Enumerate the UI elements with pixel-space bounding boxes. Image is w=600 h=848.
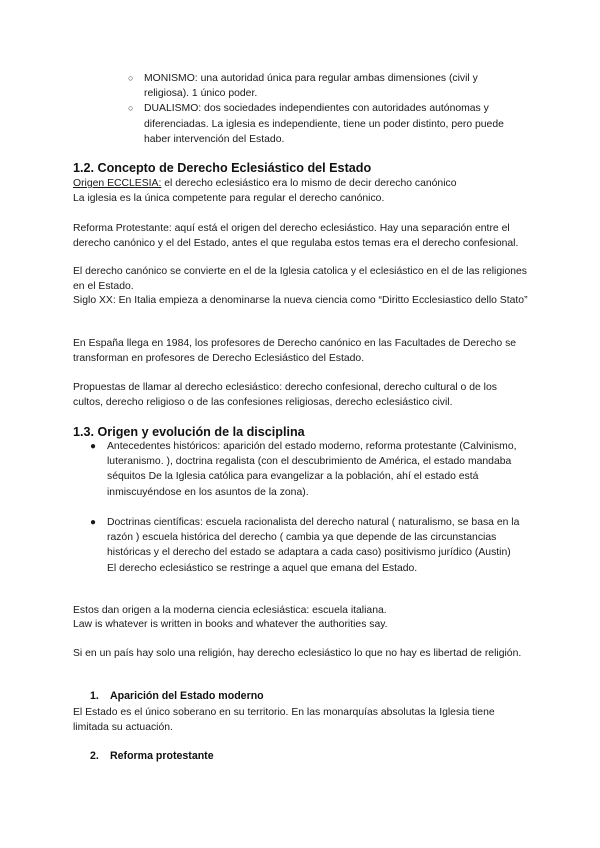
bullet-icon: ● bbox=[90, 441, 97, 452]
numbered-heading-1: 1. Aparición del Estado moderno bbox=[90, 690, 264, 702]
paragraph: El derecho canónico se convierte en el de la Iglesia catolica y el eclesiástico en el de las religiones en el Estado. bbox=[73, 266, 527, 293]
paragraph: Law is whatever is written in books and whatever the authorities say. bbox=[73, 619, 388, 630]
section-heading-1-3: 1.3. Origen y evolución de la disciplina bbox=[73, 425, 305, 439]
list-item: ● Antecedentes históricos: aparición del estado moderno, reforma protestante (Calvinismo, luteranismo. ), doctrina regalista (con el descubrimiento de América, el estado mandaba séquitos De la Iglesia católica para evangelizar a la población, ahí el estado está inmiscuyéndose en los asuntos de la zona). bbox=[90, 441, 517, 498]
section-heading-1-2: 1.2. Concepto de Derecho Eclesiástico del Estado bbox=[73, 161, 372, 175]
sub-bullet-list bbox=[128, 71, 520, 147]
paragraph: Propuestas de llamar al derecho eclesiástico: derecho confesional, derecho cultural o de los cultos, derecho religioso o de las confesiones religiosas, derecho eclesiástico civil. bbox=[73, 382, 497, 409]
hollow-bullet-icon: ○ bbox=[128, 103, 134, 114]
list-item: ○ MONISMO: una autoridad única para regular ambas dimensiones (civil y religiosa). 1 único poder. bbox=[128, 73, 478, 100]
origen-label: Origen ECCLESIA: bbox=[73, 178, 162, 189]
paragraph: Siglo XX: En Italia empieza a denominarse la nueva ciencia como “Diritto Ecclesiastico dello Stato” bbox=[73, 295, 528, 306]
paragraph-origen: Origen ECCLESIA: el derecho eclesiástico era lo mismo de decir derecho canónico bbox=[73, 178, 457, 189]
paragraph: La iglesia es la única competente para regular el derecho canónico. bbox=[73, 193, 385, 204]
hollow-bullet-icon: ○ bbox=[128, 73, 134, 83]
bullet-list bbox=[90, 515, 522, 576]
paragraph: El Estado es el único soberano en su territorio. En las monarquías absolutas la Iglesia tiene limitada su actuación. bbox=[73, 707, 495, 734]
paragraph: En España llega en 1984, los profesores de Derecho canónico en las Facultades de Derecho se transforman en profesores de Derecho Eclesiástico del Estado. bbox=[73, 338, 517, 365]
bullet-list bbox=[90, 439, 522, 500]
paragraph: Reforma Protestante: aquí está el origen del derecho eclesiástico. Hay una separación entre el derecho canónico y el del Estado, antes el que regulaba estos temas era el derecho confesional. bbox=[73, 223, 519, 250]
list-item: ○ DUALISMO: dos sociedades independientes con autoridades autónomas y diferenciadas. La iglesia es independiente, tiene un poder distinto, pero puede haber intervención del Estado. bbox=[128, 103, 504, 145]
bullet-icon: ● bbox=[90, 517, 97, 528]
paragraph: Si en un país hay solo una religión, hay derecho eclesiástico lo que no hay es libertad de religión. bbox=[73, 648, 522, 659]
paragraph: Estos dan origen a la moderna ciencia eclesiástica: escuela italiana. bbox=[73, 605, 387, 616]
numbered-heading-2: 2. Reforma protestante bbox=[90, 750, 214, 762]
list-item: ● Doctrinas científicas: escuela racionalista del derecho natural ( naturalismo, se basa en la razón ) escuela histórica del derecho ( cambia ya que depende de las circunstancias históricas y el derecho del estado se adaptara a cada caso) positivismo jurídico (Austin) El derecho eclesiástico se restringe a aquel que emana del Estado. bbox=[90, 517, 520, 574]
